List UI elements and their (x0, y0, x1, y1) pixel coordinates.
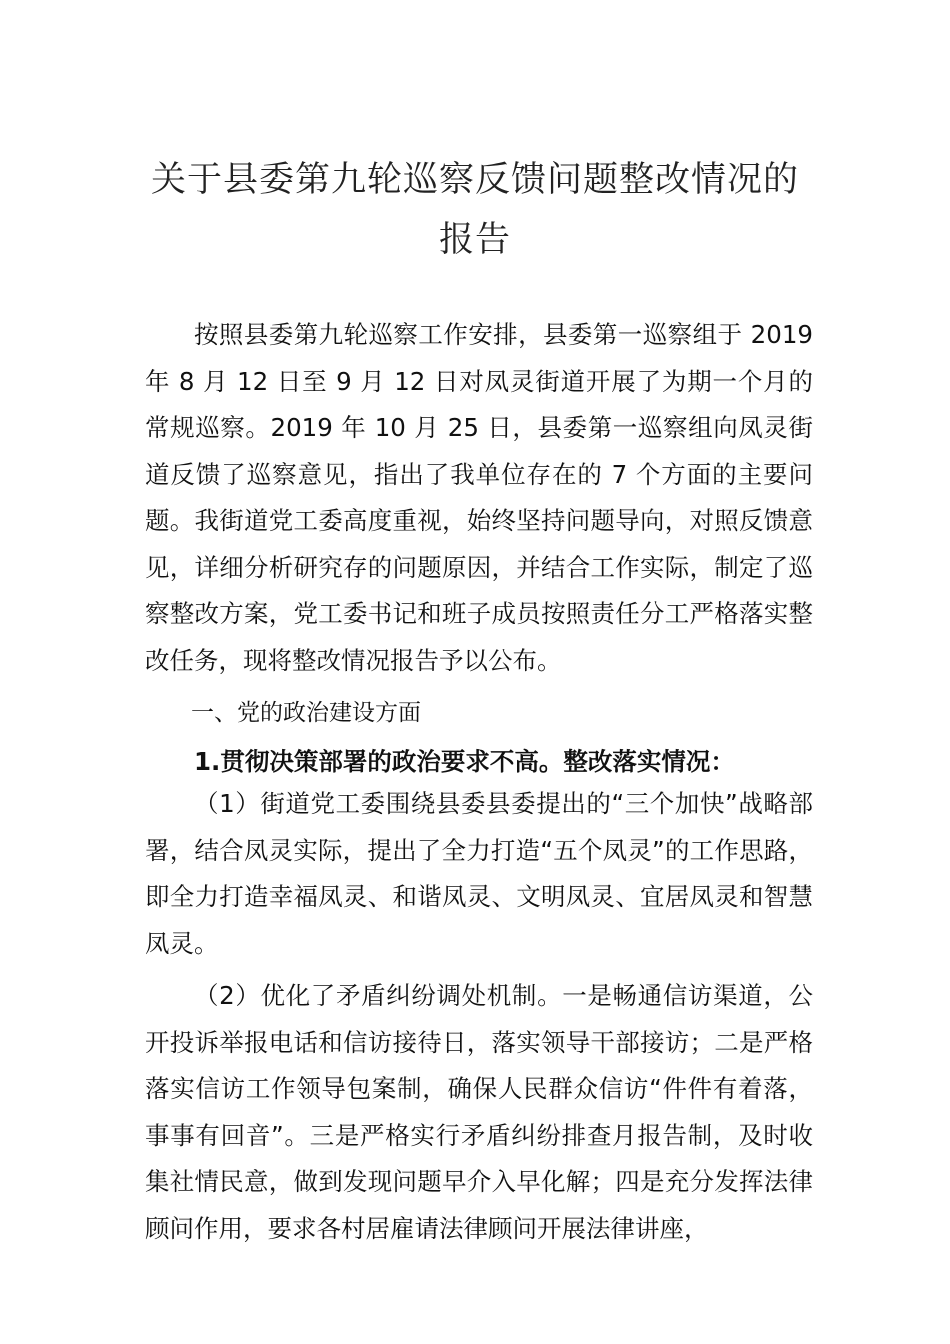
section-heading: 一、党的政治建设方面 (191, 700, 421, 726)
title-line-1: 关于县委第九轮巡察反馈问题整改情况的 (150, 160, 799, 200)
title-line-2: 报告 (438, 220, 511, 260)
intro-paragraph: 按照县委第九轮巡察工作安排，县委第一巡察组于 2019 年 8 月 12 日至 9 月 12 日对凤灵街道开展了为期一个月的常规巡察。2019 年 10 月 25 日，县委第一巡察组向凤灵街道反馈了巡察意见，指出了我单位存在的 7 个方面的主要问题。我街道党工委高度重视，始终坚持问题导向，对照反馈意见，详细分析研究存的问题原因，并结合工作实际，制定了巡察整改方案，党工委书记和班子成员按照责任分工严格落实整改任务，现将整改情况报告予以公布。 (145, 320, 813, 675)
document-title (0, 150, 950, 270)
measure-paragraph-2: （2）优化了矛盾纠纷调处机制。一是畅通信访渠道，公开投诉举报电话和信访接待日，落实领导干部接访；二是严格落实信访工作领导包案制，确保人民群众信访“件件有着落，事事有回音”。三是严格实行矛盾纠纷排查月报告制，及时收集社情民意，做到发现问题早介入早化解；四是充分发挥法律顾问作用，要求各村居雇请法律顾问开展法律讲座， (145, 981, 813, 1243)
item-heading: 1.贯彻决策部署的政治要求不高。整改落实情况： (194, 746, 735, 776)
document-body (145, 312, 813, 1252)
measure-paragraph-1: （1）街道党工委围绕县委县委提出的“三个加快”战略部署，结合凤灵实际，提出了全力打造“五个凤灵”的工作思路，即全力打造幸福凤灵、和谐凤灵、文明凤灵、宜居凤灵和智慧凤灵。 (145, 789, 813, 958)
